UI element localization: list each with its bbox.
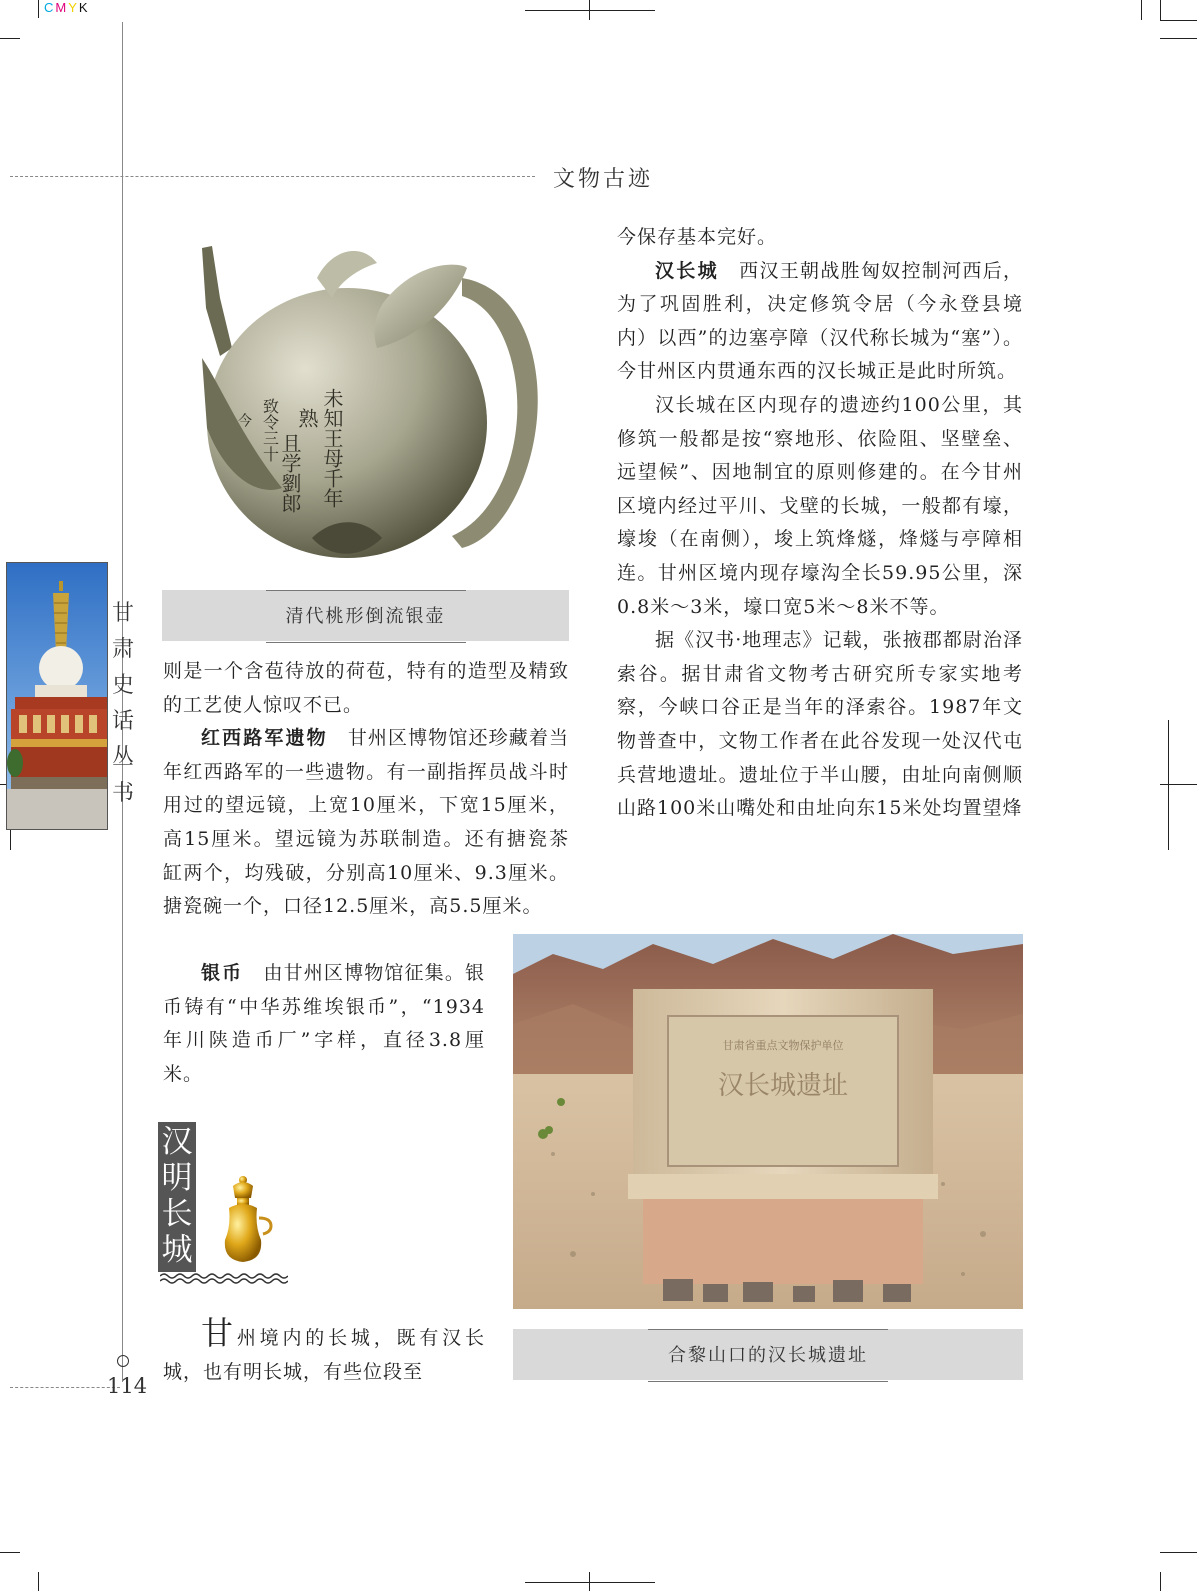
- header-rule: [10, 176, 535, 177]
- paragraph: 甘州境内的长城，既有汉长城，也有明长城，有些位段至: [163, 1314, 485, 1383]
- left-column-bottom: [163, 1314, 485, 1389]
- paragraph: 红西路军遗物 甘州区博物馆还珍藏着当年红西路军的一些遗物。有一副指挥员战斗时用过的望远镜，上宽10厘米，下宽15厘米，高15厘米。望远镜为苏联制造。还有搪瓷茶缸两个，均残破，分别高10厘米、9.3厘米。搪瓷碗一个，口径12.5厘米，高5.5厘米。: [163, 727, 569, 918]
- paragraph: 今保存基本完好。: [617, 226, 778, 248]
- series-title: 甘 肃 史 话 丛 书: [111, 601, 134, 806]
- crop-mark: [1160, 38, 1197, 39]
- great-wall-photo: [513, 934, 1023, 1309]
- left-column-upper: [163, 655, 569, 924]
- sign-text: 甘肃省重点文物保护单位: [722, 1039, 844, 1052]
- section-banner: 汉 明 长 城: [158, 1122, 196, 1272]
- inscription-line: 今: [236, 413, 252, 427]
- crop-mark: [1168, 720, 1169, 850]
- sign-text: 汉长城遗址: [717, 1071, 849, 1101]
- page-number: 114: [107, 1374, 148, 1398]
- crop-mark: [1160, 0, 1161, 20]
- banner-wave-ornament: [160, 1272, 288, 1284]
- crop-mark: [1160, 784, 1197, 785]
- crop-mark: [1160, 1572, 1161, 1591]
- cmyk-marks: CMYK: [44, 0, 90, 15]
- page-marker-icon: [117, 1355, 129, 1367]
- crop-mark: [0, 1552, 20, 1553]
- paragraph: 汉长城 西汉王朝战胜匈奴控制河西后，为了巩固胜利，决定修筑令居（今永登县境内）以西”的边塞亭障（汉代称长城为“塞”）。今甘州区内贯通东西的汉长城正是此时所筑。: [617, 259, 1023, 383]
- paragraph: 据《汉书·地理志》记载，张掖郡都尉治泽索谷。据甘肃省文物考古研究所专家实地考察，今峡口谷正是当年的泽索谷。1987年文物普查中，文物工作者在此谷发现一处汉代屯兵营地遗址。遗址位于半山腰，由址向南侧顺山路100米山嘴处和由址向东15米处均置望烽: [617, 629, 1023, 820]
- section-title: 文物古迹: [553, 167, 654, 192]
- teapot-caption: 清代桃形倒流银壶: [162, 590, 569, 641]
- left-column-lower: [163, 957, 485, 1091]
- crop-mark: [589, 1572, 590, 1591]
- crop-mark: [0, 38, 20, 39]
- inscription-line: 未知王母千年: [320, 388, 344, 508]
- inscription-line: 熟: [295, 408, 319, 428]
- crop-mark: [1141, 0, 1142, 20]
- crop-mark: [525, 1582, 655, 1583]
- right-column: [617, 221, 1023, 826]
- footer-rule: [10, 1387, 120, 1388]
- golden-vase-icon: [215, 1174, 277, 1266]
- crop-mark: [38, 1572, 39, 1591]
- pagoda-photo: [6, 562, 108, 830]
- inscription-line: 且学劉郎: [278, 433, 302, 513]
- paragraph: 汉长城在区内现存的遗迹约100公里，其修筑一般都是按“察地形、依险阻、坚壁垒、远望候”、因地制宜的原则修建的。在今甘州区境内经过平川、戈壁的长城，一般都有壕，壕埈（在南侧），埈上筑烽燧，烽燧与亭障相连。甘州区境内现存壕沟全长59.95公里，深0.8米～3米，壕口宽5米～8米不等。: [617, 393, 1023, 618]
- crop-mark: [38, 0, 39, 18]
- great-wall-caption: 合黎山口的汉长城遗址: [513, 1329, 1023, 1380]
- paragraph: 则是一个含苞待放的荷苞，特有的造型及精致的工艺使人惊叹不已。: [163, 660, 569, 716]
- paragraph: 银币 由甘州区博物馆征集。银币铸有“中华苏维埃银币”，“1934年川陕造币厂”字样，直径3.8厘米。: [163, 962, 485, 1085]
- crop-mark: [1160, 1552, 1197, 1553]
- inscription-line: 致令三十: [260, 398, 280, 462]
- crop-mark: [525, 10, 655, 11]
- crop-mark: [1160, 20, 1197, 21]
- teapot-photo: [162, 238, 552, 578]
- crop-mark: [589, 0, 590, 20]
